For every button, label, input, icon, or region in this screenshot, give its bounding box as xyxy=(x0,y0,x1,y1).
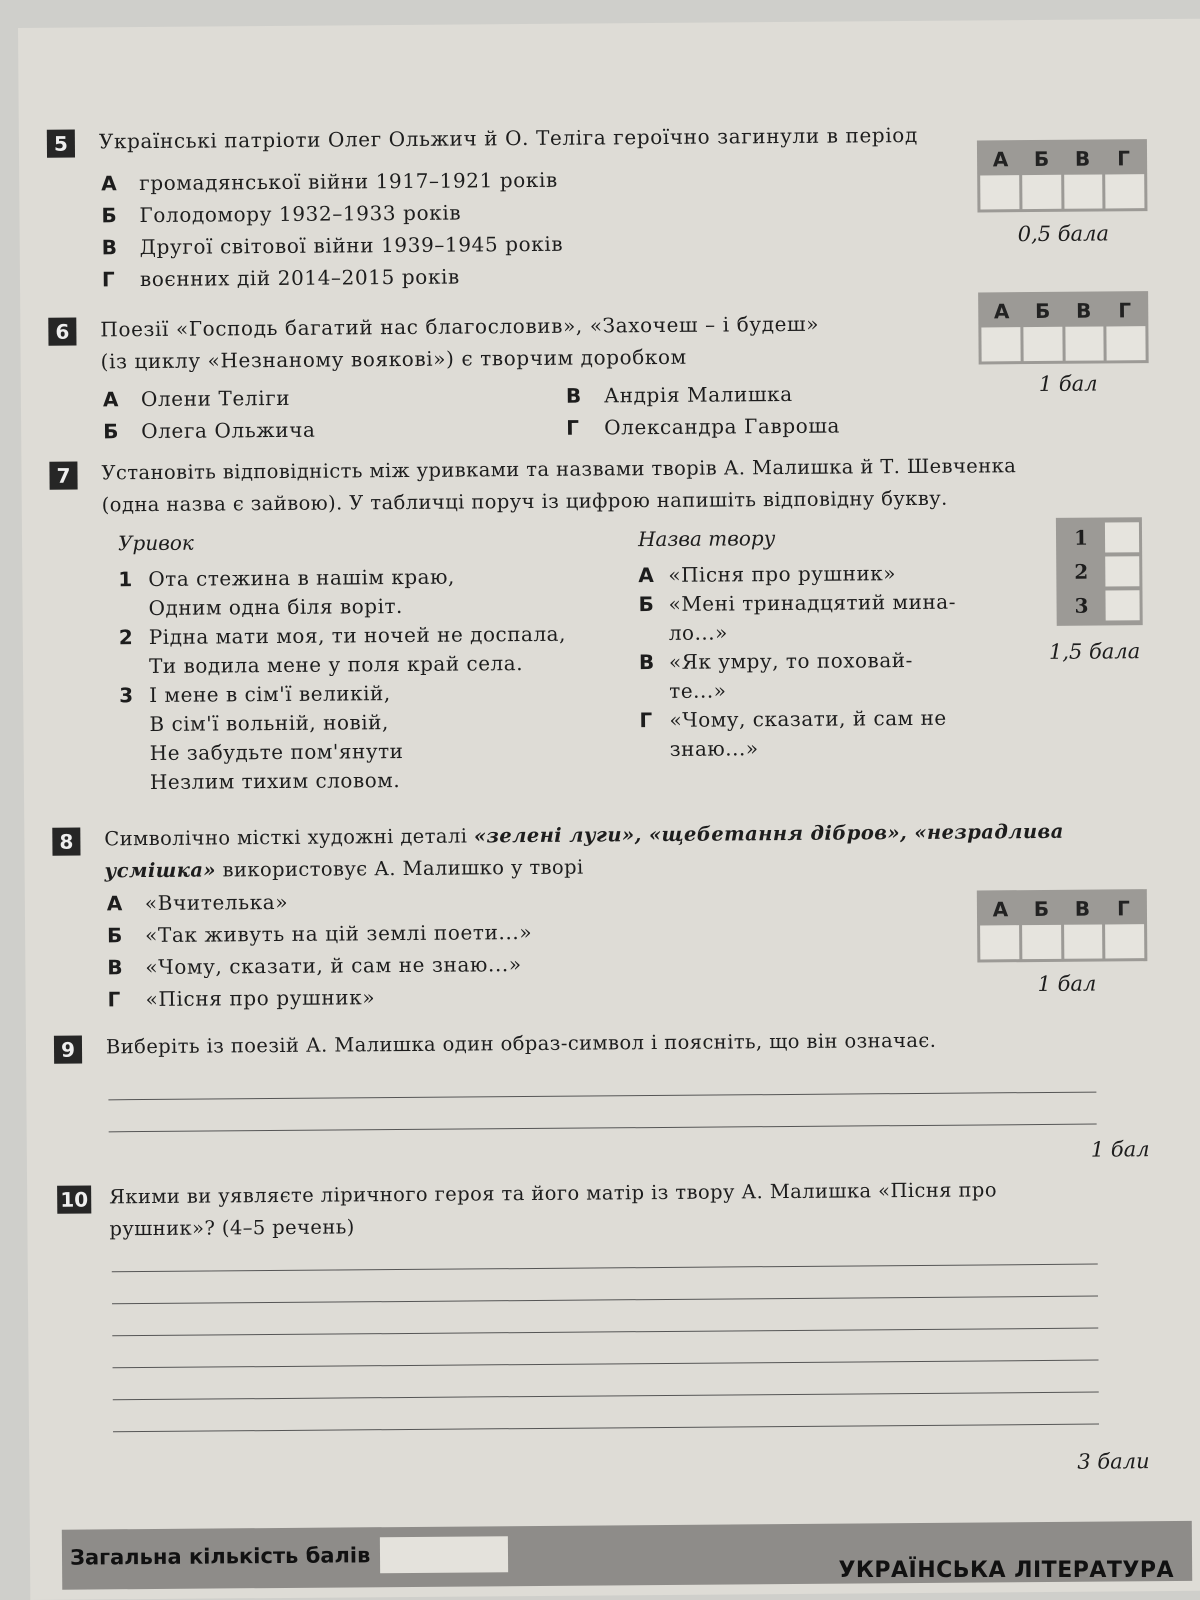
question-8-text: Символічно місткі художні деталі «зелені луги», «щебетання дібров», «незрадлива усмішка» використовує А. Малишко у творі xyxy=(104,819,1064,883)
q5-option-b[interactable]: Б Голодомору 1932–1933 років xyxy=(101,200,462,228)
q7-answer-cell-1[interactable] xyxy=(1105,522,1139,552)
q6-answer-cell[interactable] xyxy=(1065,326,1104,360)
question-9-text: Виберіть із поезій А. Малишка один образ-символ і поясніть, що він означає. xyxy=(105,1028,937,1059)
q7-excerpts xyxy=(118,562,567,798)
q6-answer-cell[interactable] xyxy=(1107,326,1146,360)
q5-answer-cell[interactable] xyxy=(1022,175,1061,209)
q10-answer-line[interactable] xyxy=(112,1264,1098,1273)
q8-option-a[interactable]: А «Вчителька» xyxy=(106,889,289,916)
q5-points: 0,5 бала xyxy=(1017,221,1110,247)
question-6-text: Поезії «Господь багатий нас благословив», «Захочеш – і будеш» (із циклу «Незнаному воякові») є творчим доробком xyxy=(100,311,820,374)
q10-answer-line[interactable] xyxy=(112,1296,1098,1305)
q7-title-d: Г «Чому, сказати, й сам не знаю...» xyxy=(639,705,947,761)
q7-title-column-title: Назва твору xyxy=(637,526,776,552)
q6-option-c[interactable]: В Андрія Малишка xyxy=(565,381,793,408)
question-7-text: Установіть відповідність між уривками та назвами творів А. Малишка й Т. Шевченка (одна назва є зайвою). У табличці поруч із цифрою напишіть відповідну букву. xyxy=(101,454,1017,517)
subject-title: УКРАЇНСЬКА ЛІТЕРАТУРА xyxy=(838,1558,1174,1583)
q7-points: 1,5 бала xyxy=(1048,639,1141,664)
q5-answer-cell[interactable] xyxy=(1064,174,1103,208)
q5-answer-cell[interactable] xyxy=(1105,174,1144,208)
total-score-box[interactable] xyxy=(380,1536,508,1573)
q8-answer-cell[interactable] xyxy=(1105,924,1144,958)
q7-title-a: А «Пісня про рушник» xyxy=(638,561,897,588)
q8-answer-cell[interactable] xyxy=(1022,925,1061,959)
q8-option-d[interactable]: Г «Пісня про рушник» xyxy=(107,985,376,1012)
question-5-text: Українські патріоти Олег Ольжич й О. Теліга героїчно загинули в період xyxy=(98,122,918,154)
q7-excerpt-2: 2 Рідна мати моя, ти ночей не доспала, Ти водила мене у поля край села. xyxy=(118,621,567,678)
q9-points: 1 бал xyxy=(1090,1137,1150,1162)
q10-answer-line[interactable] xyxy=(113,1424,1099,1433)
q7-answer-cell-3[interactable] xyxy=(1105,590,1139,620)
question-number-8: 8 xyxy=(52,828,80,856)
q5-answer-cell[interactable] xyxy=(980,175,1019,209)
q6-option-b[interactable]: Б Олега Ольжича xyxy=(103,417,316,444)
question-number-7: 7 xyxy=(49,462,77,490)
q7-title-c: В «Як умру, то поховай- те...» xyxy=(638,647,913,703)
q5-option-a[interactable]: А громадянської війни 1917–1921 років xyxy=(101,167,558,196)
q7-title-b: Б «Мені тринадцятий мина- ло...» xyxy=(638,589,956,645)
q5-option-c[interactable]: В Другої світової війни 1939–1945 років xyxy=(101,231,564,260)
q6-answer-cell[interactable] xyxy=(1023,327,1062,361)
q7-excerpt-1: 1 Ота стежина в нашім краю, Одним одна біля воріт. xyxy=(118,564,455,620)
q7-excerpt-column-title: Уривок xyxy=(117,530,194,556)
q9-answer-line[interactable] xyxy=(108,1092,1096,1101)
q10-answer-line[interactable] xyxy=(113,1392,1099,1401)
q7-answer-grid[interactable]: 1 2 3 xyxy=(1056,517,1143,626)
question-number-10: 10 xyxy=(57,1185,91,1213)
q6-answer-grid[interactable]: А Б В Г xyxy=(978,291,1149,364)
q8-option-c[interactable]: В «Чому, сказати, й сам не знаю...» xyxy=(107,952,522,980)
q9-answer-line[interactable] xyxy=(109,1124,1097,1133)
worksheet-page xyxy=(18,19,1200,1600)
q8-answer-cell[interactable] xyxy=(1064,925,1103,959)
q7-answer-cell-2[interactable] xyxy=(1105,556,1139,586)
q8-answer-cell[interactable] xyxy=(980,925,1019,959)
q6-option-d[interactable]: Г Олександра Гавроша xyxy=(566,413,841,440)
q10-answer-line[interactable] xyxy=(112,1328,1098,1337)
question-number-9: 9 xyxy=(54,1036,82,1064)
total-score-label: Загальна кількість балів xyxy=(69,1543,371,1570)
q6-points: 1 бал xyxy=(1038,371,1098,396)
q6-answer-cell[interactable] xyxy=(981,327,1020,361)
q7-excerpt-3: 3 І мене в сім'ї великій, В сім'ї вольній, новій, Не забудьте пом'янути Незлим тихим словом. xyxy=(119,681,404,794)
question-number-6: 6 xyxy=(48,318,76,346)
q6-option-a[interactable]: А Олени Теліги xyxy=(102,385,291,412)
q8-option-b[interactable]: Б «Так живуть на цій землі поети...» xyxy=(107,919,533,948)
q10-points: 3 бали xyxy=(1077,1449,1150,1474)
question-number-5: 5 xyxy=(47,130,75,158)
q10-answer-line[interactable] xyxy=(113,1360,1099,1369)
q7-titles xyxy=(638,559,957,764)
question-10-text: Якими ви уявляєте ліричного героя та його матір із твору А. Малишка «Пісня про рушник»? (4–5 речень) xyxy=(109,1178,998,1241)
q5-option-d[interactable]: Г воєнних дій 2014–2015 років xyxy=(101,264,460,292)
q8-points: 1 бал xyxy=(1037,971,1097,997)
q5-answer-grid[interactable]: А Б В Г xyxy=(977,139,1148,212)
q8-answer-grid[interactable]: А Б В Г xyxy=(977,889,1148,962)
